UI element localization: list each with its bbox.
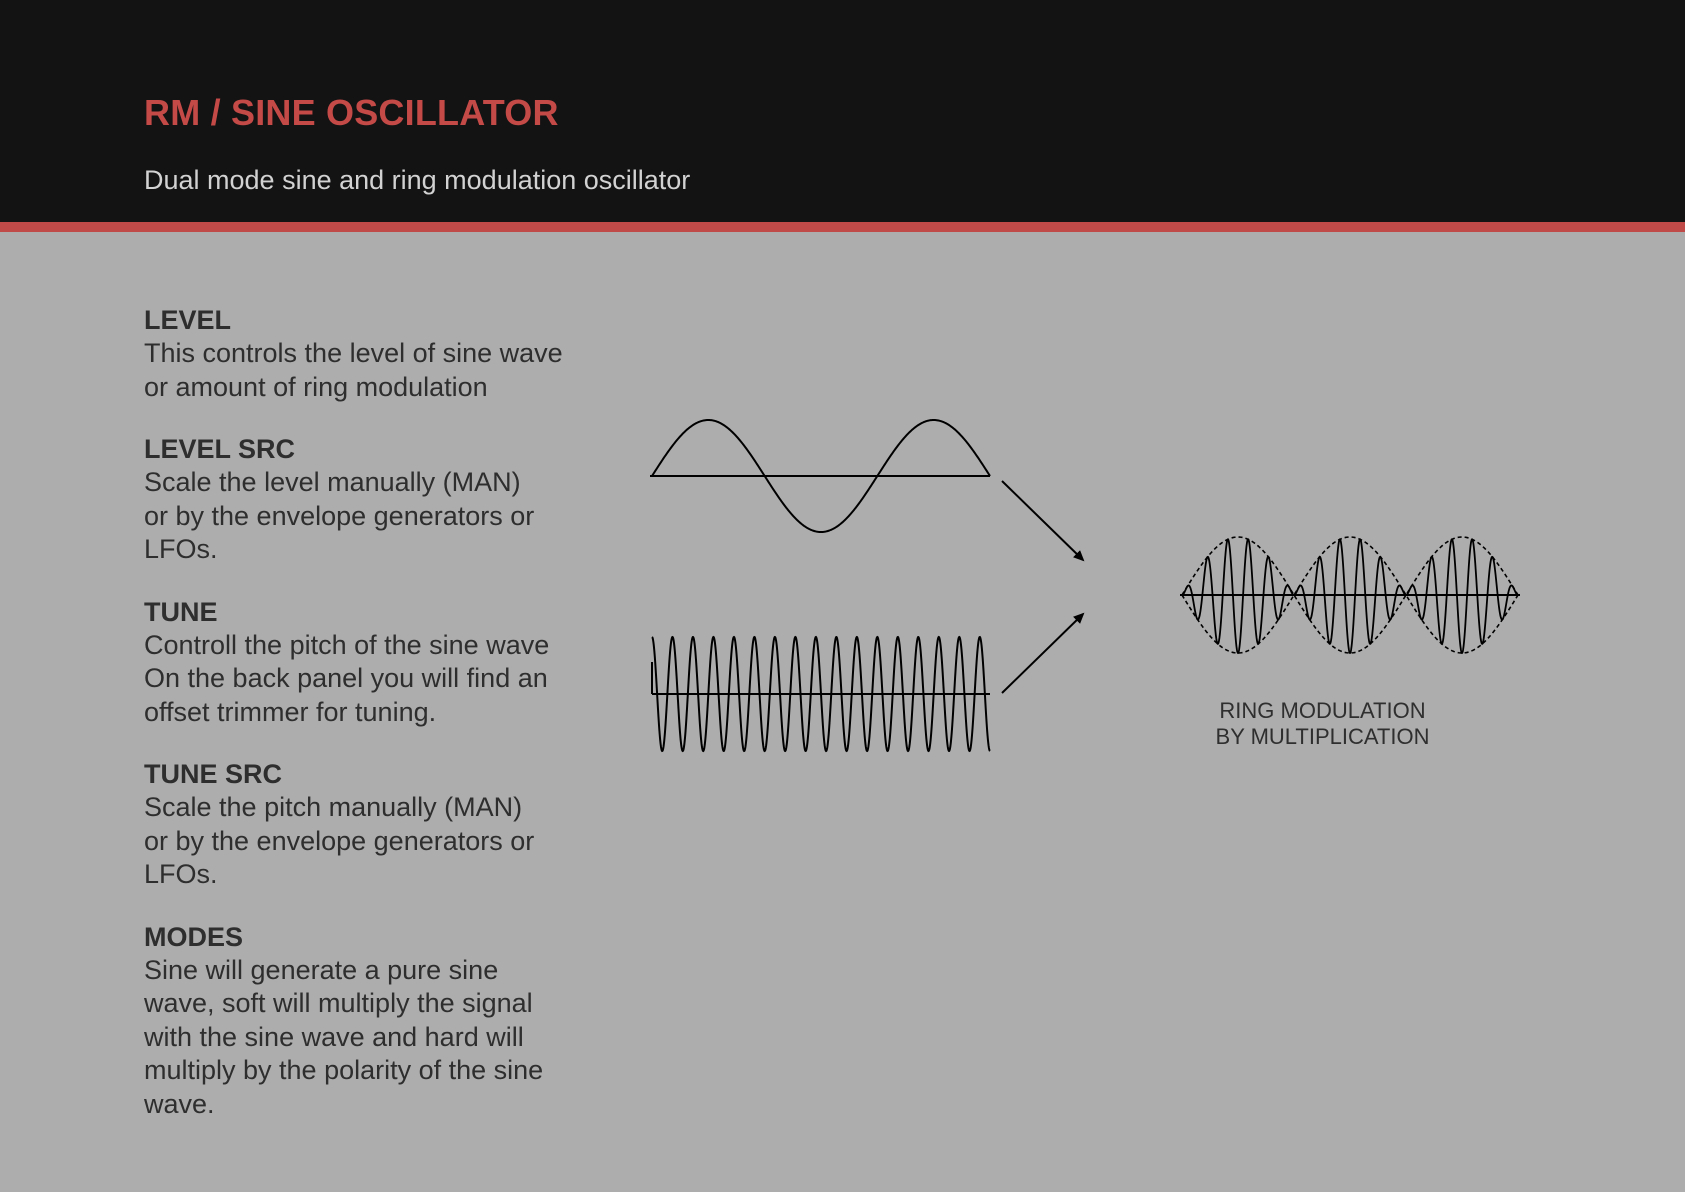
envelope-lower-curve [1182, 595, 1518, 653]
parameter-description: Sine will generate a pure sine wave, soft will multiply the signal with the sine wave and hard will multiply by the polarity of the sine wave. [144, 954, 544, 1119]
page-subtitle: Dual mode sine and ring modulation oscillator [144, 165, 691, 195]
parameter-item [144, 304, 614, 404]
parameter-item [144, 921, 614, 1122]
arrow-icon [1002, 614, 1083, 693]
parameter-list [144, 304, 614, 1150]
arrow-icon [1002, 481, 1083, 560]
sine-wave-icon [650, 420, 990, 532]
diagram-caption-line: RING MODULATION [1219, 698, 1426, 723]
parameter-description: Scale the pitch manually (MAN) or by the envelope generators or LFOs. [144, 792, 535, 889]
header [0, 0, 1685, 222]
diagram-caption [1180, 698, 1465, 750]
envelope-upper-curve [1182, 537, 1518, 595]
parameter-item [144, 433, 614, 567]
sine-wave-curve [652, 420, 990, 532]
carrier-wave-icon [652, 637, 990, 751]
carrier-wave-curve [652, 637, 990, 751]
parameter-description: This controls the level of sine wave or amount of ring modulation [144, 338, 563, 402]
parameter-description: Controll the pitch of the sine wave On the back panel you will find an offset trimmer for tuning. [144, 629, 550, 727]
parameter-name: TUNE [144, 596, 218, 627]
parameter-item [144, 758, 614, 892]
header-divider [0, 222, 1685, 232]
parameter-item [144, 596, 614, 730]
parameter-name: TUNE SRC [144, 759, 283, 789]
parameter-name: MODES [144, 921, 244, 952]
parameter-description: Scale the level manually (MAN) or by the envelope generators or LFOs. [144, 467, 535, 564]
parameter-name: LEVEL [144, 305, 232, 335]
diagram-caption-line: BY MULTIPLICATION [1215, 724, 1430, 749]
ring-modulated-wave-icon [1180, 537, 1520, 653]
ring-modulated-curve [1182, 539, 1518, 653]
parameter-name: LEVEL SRC [144, 434, 296, 464]
page-title: RM / SINE OSCILLATOR [144, 92, 559, 133]
